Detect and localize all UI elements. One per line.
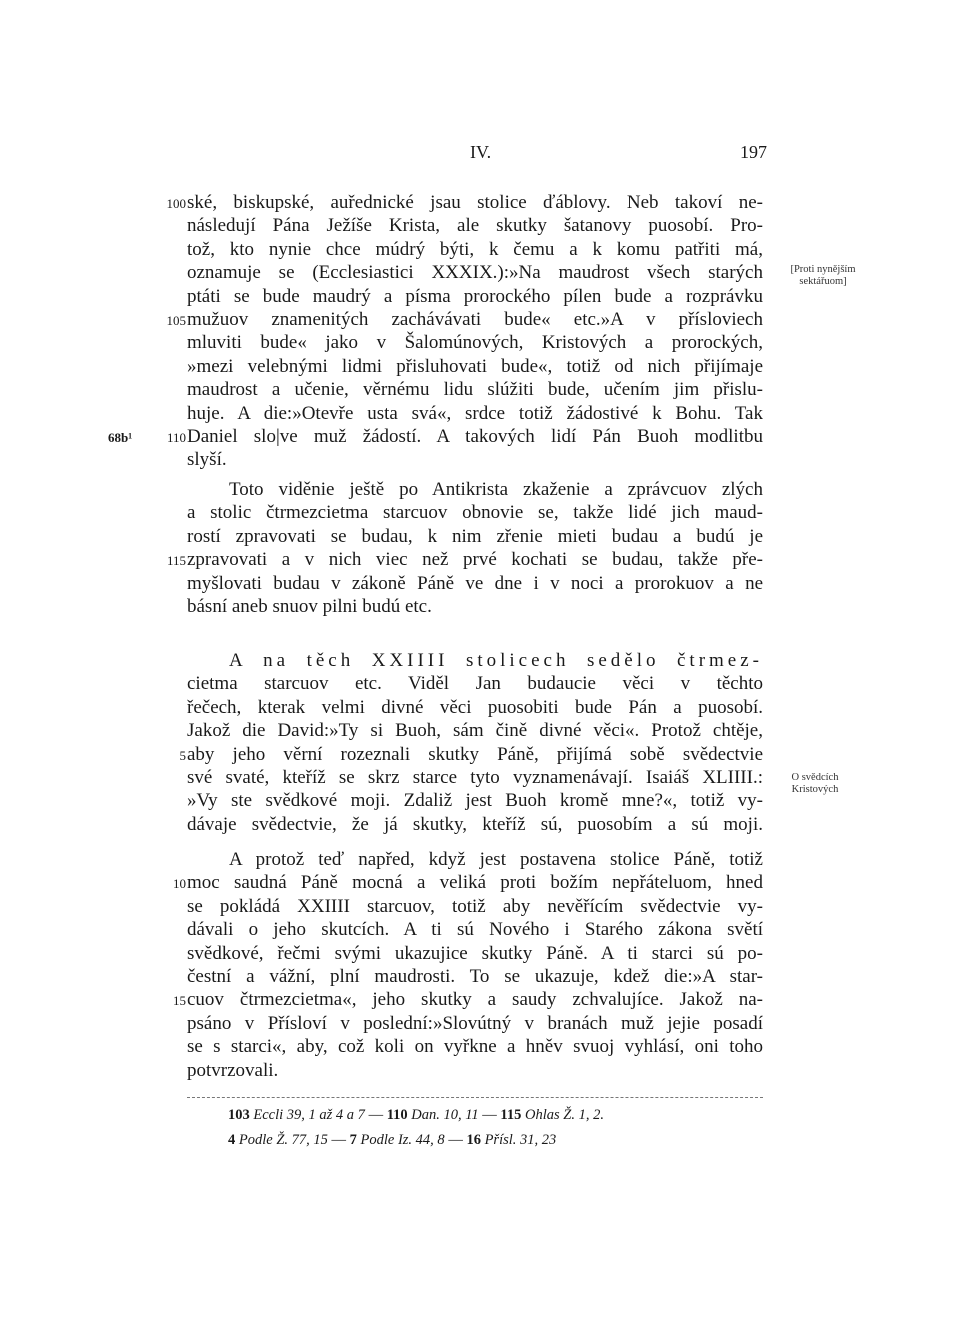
text-line: řečech, kterak velmi divné věci puosobiti bude Pán a puosobí. [187,696,763,718]
footnote-source: Podle Iz. 44, 8 [360,1132,445,1148]
text-line: se pokládá XXIIII starcuov, totiž aby nevěřícím svědectvie vy- [187,895,763,917]
text-line: A na těch XXIIII stolicech sedělo čtrmez- [229,650,763,671]
footnote-source: Dan. 10, 11 [411,1107,479,1123]
text-line: čestní a vážní, plní maudrosti. To se ukazuje, kdež die:»A star- [187,965,763,987]
text-line: ptáti se bude maudrý a písma prorockého pílen bude a rozprávku [187,285,763,307]
line-number: 15 [173,993,186,1009]
text-line: »mezi velebnými lidmi přisluhovati bude«, totiž od nich přijímaje [187,355,763,377]
text-line: 68b¹ 110 Daniel slo|ve muž žádostí. A takových lidí Pán Buoh modlitbu [187,425,763,448]
footnote-source: Podle Ž. 77, 15 [238,1132,328,1148]
footnote-line-ref: 4 [228,1132,236,1148]
footnote-line: 4 Podle Ž. 77, 15 — 7 Podle Iz. 44, 8 — 16 Přísl. 31, 23 [228,1132,557,1148]
text-line: a stolic čtrmezcietma starcuov obnovie se, takže lidé jich maud- [187,502,763,524]
text-line: 100 ské, biskupské, auřednické jsau stolice ďáblovy. Neb takoví ne- [187,191,763,214]
line-number: 110 [166,429,186,445]
text-line: 15 cuov čtrmezcietma«, jeho skutky a saudy zchvalujíce. Jakož na- [187,988,763,1011]
text-line: 5 aby jeho věrní rozeznali skutky Páně, přijímá sobě svědectvie [187,743,763,766]
text-line: cietma starcuov etc. Viděl Jan budaucie věci v těchto [187,673,763,695]
text-line: dávaje svědectvie, že já skutky, kteříž sú, puosobím a sú moji. [187,813,763,835]
text-line: myšlovati budau v zákoně Páně ve dne i v noci a prorokuov a ne [187,572,763,594]
text-line: Toto viděnie ještě po Antikrista zkaženie a zprávcuov zlých [229,479,763,500]
text-line: 10 moc saudná Páně mocná a veliká proti božím nepřáteluom, hned [187,871,763,894]
text-line: tož, kto nynie chce múdrý býti, k čemu a k komu patřiti má, [187,238,763,260]
text-line: se s starci«, aby, což koli on vyřkne a hněv svuoj vyhlásí, oni toho [187,1036,763,1058]
text-line: svědkové, řečmi svými ukazujice skutky Páně. A ti starci sú po- [187,942,763,964]
paragraph [179,649,763,836]
footnote-line: 103 Eccli 39, 1 až 4 a 7 — 110 Dan. 10, 11 — 115 Ohlas Ž. 1, 2. [228,1107,604,1123]
line-number: 115 [166,553,186,569]
text-line: 115 zpravovati a v nich viec než prvé kochati se budau, takže pře- [187,548,763,571]
margin-note: [Proti nynějším sektářuom] [790,264,856,287]
margin-note: O svědcích Kristových [791,772,839,795]
footnote-source: Eccli 39, 1 až 4 a 7 [253,1107,365,1123]
line-number: 5 [179,747,186,763]
running-header-section: IV. [470,142,492,162]
text-line: básní aneb snuov pilni budú etc. [187,595,432,617]
text-line: své svaté, kteříž se skrz starce tyto vyznamenávají. Isaiáš XLIIII.: [187,766,763,788]
line-number: 105 [166,312,186,328]
footnote-line-ref: 103 [228,1107,250,1123]
footnote-line-ref: 16 [466,1132,481,1148]
text-line: mluviti bude« jako v Šalomúnových, Kristových a prorockých, [187,332,763,354]
line-number: 100 [166,196,186,211]
footnote-line-ref: 115 [500,1107,522,1123]
footnote-source: Přísl. 31, 23 [484,1132,557,1148]
text-line: A protož teď napřed, když jest postavena stolice Páně, totiž [229,849,763,870]
text-line: maudrost a učenie, věrnému lidu slúžiti bude, učením jim přislu- [187,379,763,401]
text-line: dávali o jeho skutcích. A ti sú Nového i Starého zákona světí [187,919,763,941]
text-line: 105 mužuov znamenitých zachávávati bude« etc.»A v přísloviech [187,308,763,331]
page-number: 197 [740,142,767,162]
text-line: Jakož die David:»Ty si Buoh, sám čině divné věci«. Protož chtěje, [187,720,763,742]
line-number: 10 [173,876,186,892]
footnote-divider [187,1097,763,1098]
footnote-line-ref: 7 [349,1132,357,1148]
paragraph [166,478,763,618]
text-line: »Vy ste svědkové moji. Zdaliž jest Buoh kromě mne?«, totiž vy- [187,790,763,812]
paragraph [108,191,763,472]
paragraph [173,848,763,1082]
folio-mark: 68b¹ [108,429,133,445]
footnote-source: Ohlas Ž. 1, 2. [525,1107,604,1123]
text-line: potvrzovali. [187,1059,279,1081]
text-line: následují Pána Ježíše Krista, ale skutky šatanovy puosobí. Pro- [187,215,763,237]
footnote-line-ref: 110 [386,1107,408,1123]
text-line: huje. A die:»Otevře usta svá«, srdce totiž žádostivé k Bohu. Tak [187,402,763,424]
text-line: oznamuje se (Ecclesiastici XXXIX.):»Na maudrost všech starých [187,262,763,284]
text-line: psáno v Přísloví v poslední:»Slovútný v branách muž jejie posadí [187,1012,763,1034]
text-line: slyší. [187,449,227,471]
text-line: rostí zpravovati se budau, k nim zřenie mieti budau a budú je [187,525,763,547]
